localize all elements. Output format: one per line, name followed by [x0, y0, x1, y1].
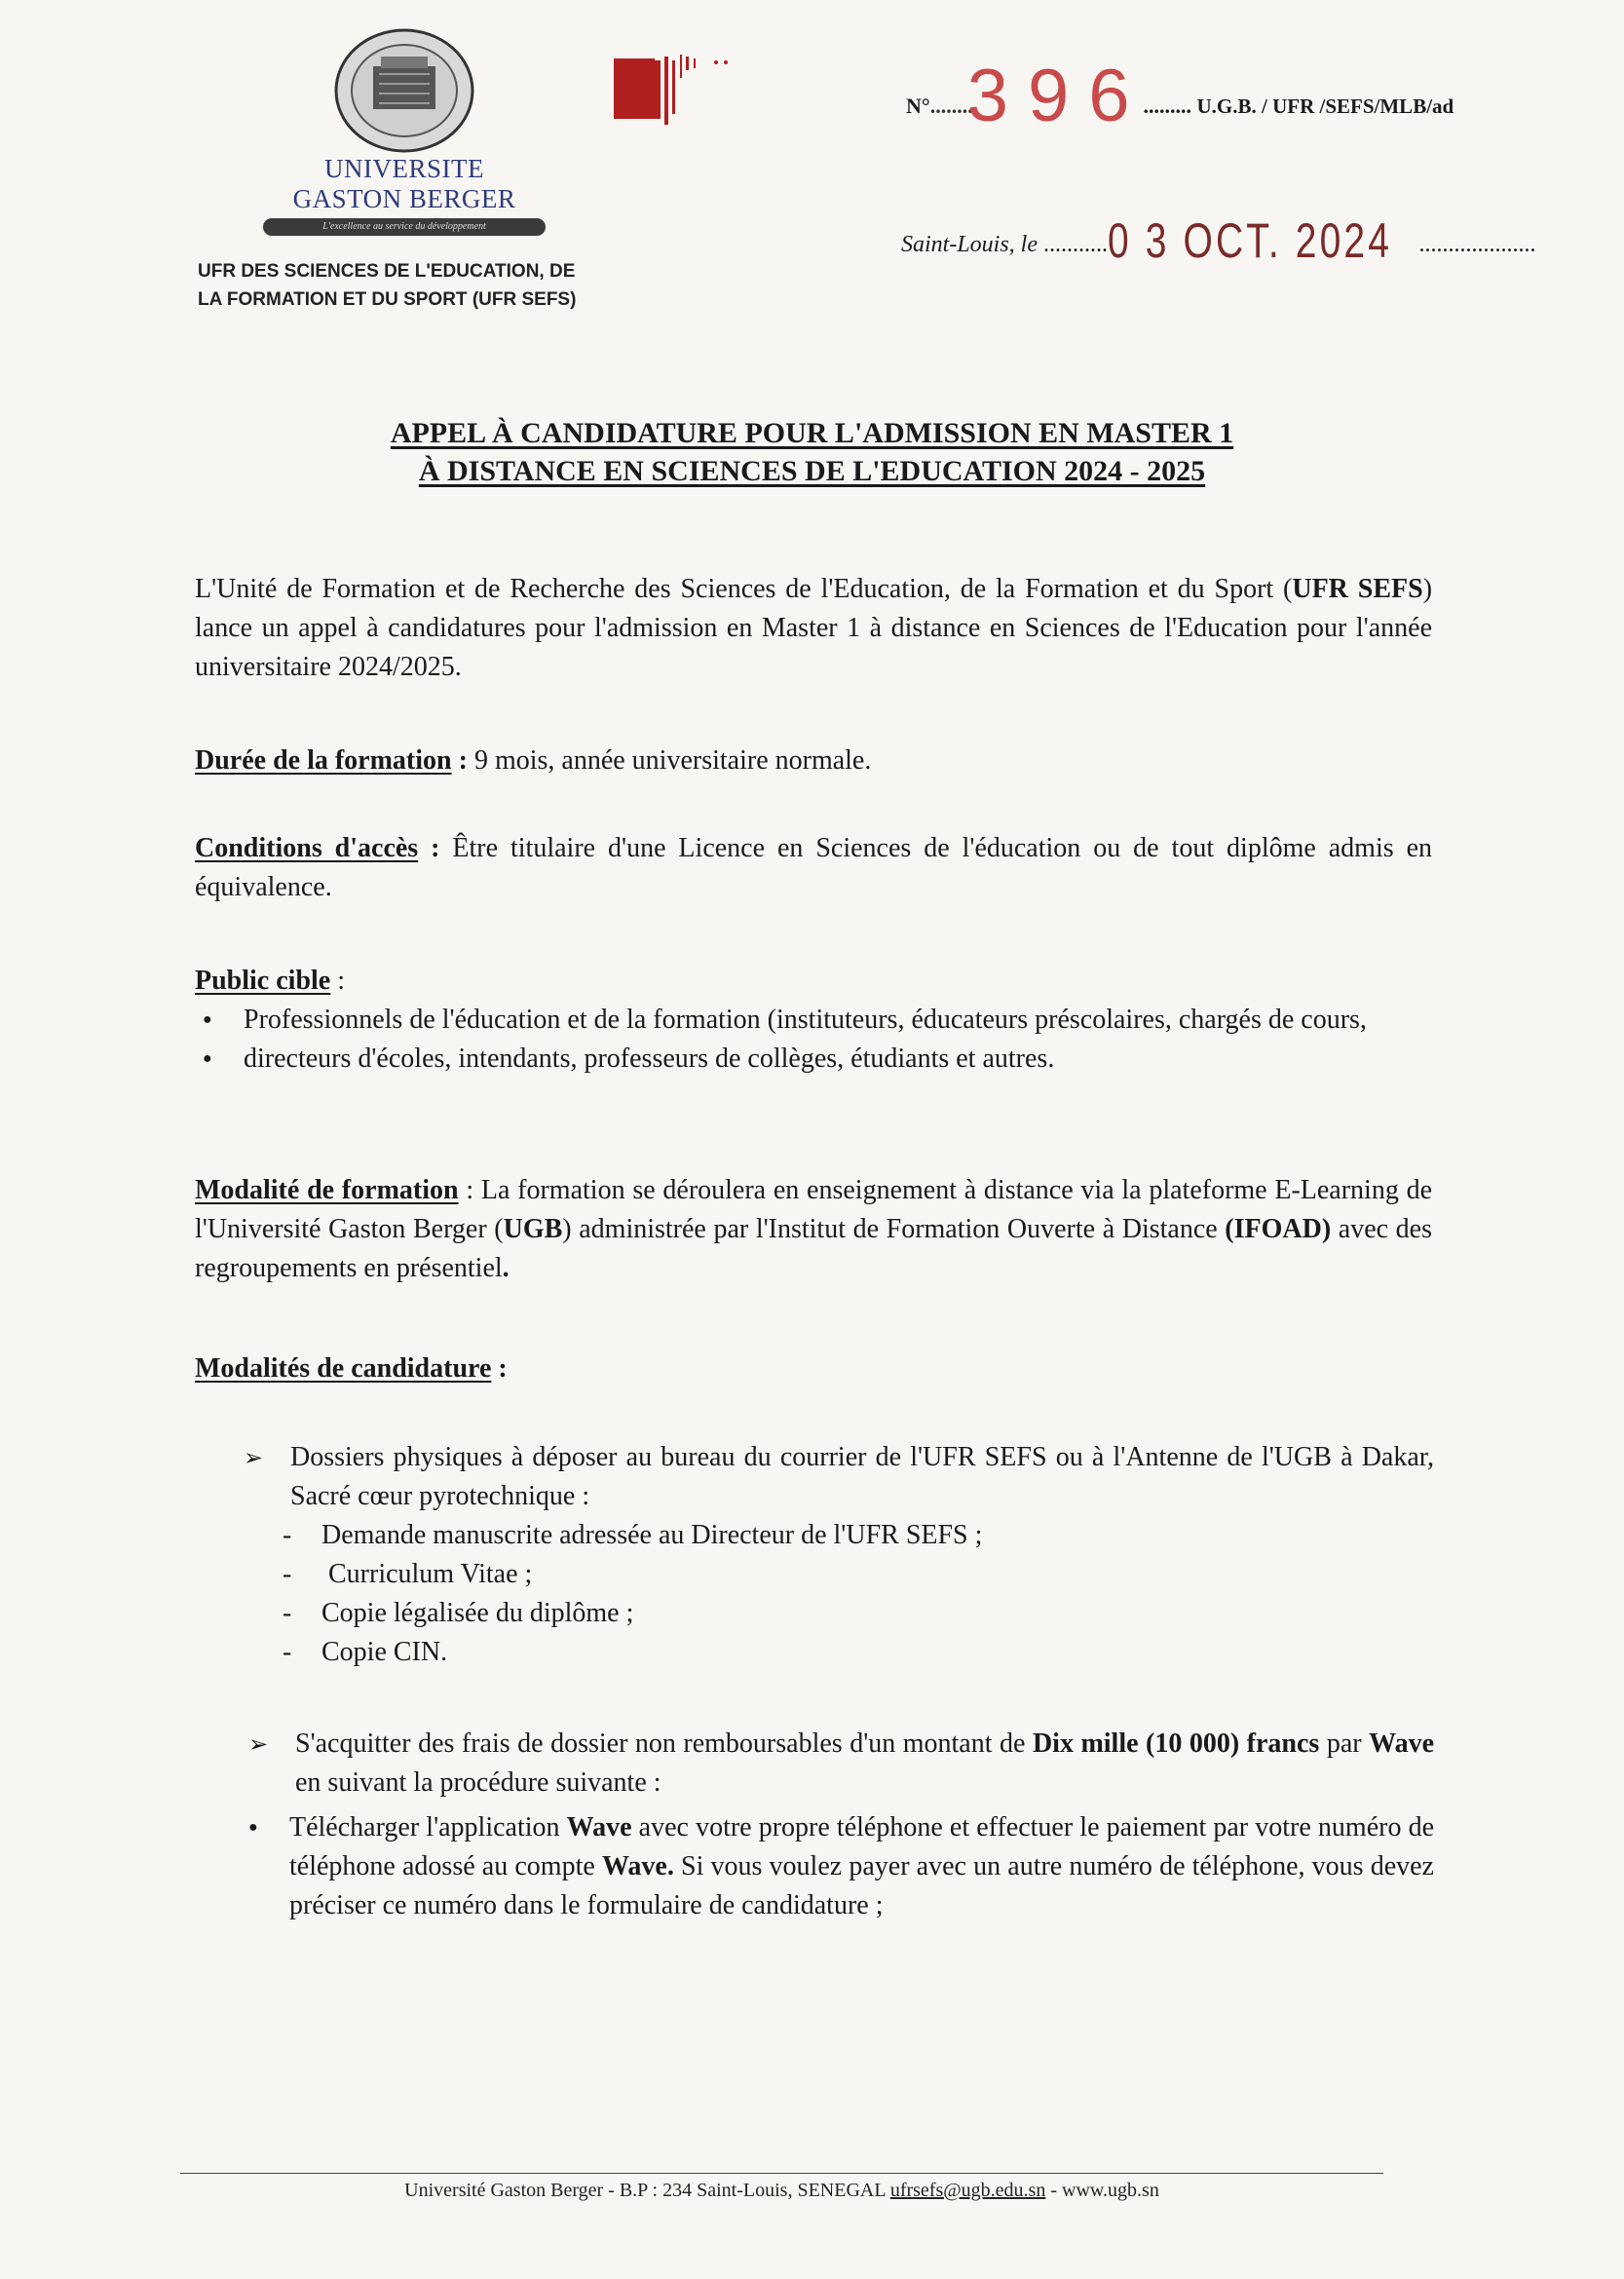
reference-suffix: U.G.B. / UFR /SEFS/MLB/ad — [1196, 95, 1454, 118]
conditions-label: Conditions d'accès — [195, 833, 419, 863]
university-name-line1: UNIVERSITE — [324, 154, 484, 183]
wave-text: Télécharger l'application — [289, 1812, 567, 1842]
wave-text: Si vous voulez payer avec un autre numéro de téléphone, vous devez préciser ce numéro dans le formulaire de candidature ; — [289, 1851, 1434, 1920]
list-item: - Demande manuscrite adressée au Directeur de l'UFR SEFS ; — [283, 1516, 1434, 1555]
reference-dots: ......... — [1143, 94, 1191, 118]
footer — [180, 2180, 1383, 2202]
footer-email-link[interactable]: ufrsefs@ugb.edu.sn — [889, 2180, 1046, 2201]
candidature-dossier — [244, 1438, 1434, 1672]
intro-bold: UFR SEFS — [1292, 574, 1423, 604]
frais-text: S'acquitter des frais de dossier non remboursables d'un montant de — [295, 1728, 1033, 1759]
footer-website-link[interactable]: www.ugb.sn — [1062, 2180, 1159, 2201]
list-item — [244, 1438, 1434, 1672]
frais-text: en suivant la procédure suivante : — [295, 1767, 661, 1798]
modalite-text: avec des regroupements en présentiel — [195, 1214, 1432, 1283]
footer-divider — [180, 2173, 1383, 2174]
reference-number — [906, 54, 1607, 138]
list-item — [241, 1808, 1434, 1925]
wave-bold: Wave — [566, 1812, 632, 1842]
candidature-separator: : — [491, 1353, 508, 1384]
duree-text: 9 mois, année universitaire normale. — [473, 745, 872, 776]
title-line2: À DISTANCE EN SCIENCES DE L'EDUCATION 2024 - 2025 — [418, 455, 1206, 487]
duree-label: Durée de la formation — [195, 745, 452, 776]
duree-section — [195, 741, 1432, 780]
arrow-bullet-icon: ➢ — [248, 1730, 269, 1758]
date-line — [901, 212, 1583, 269]
candidature-label: Modalités de candidature — [195, 1353, 492, 1384]
dossier-text: Dossiers physiques à déposer au bureau du courrier de l'UFR SEFS ou à l'Antenne de l'UGB à Dakar, Sacré cœur pyrotechnique : — [290, 1442, 1434, 1511]
university-name-line2: GASTON BERGER — [292, 184, 516, 213]
intro-text: ) lance un appel à candidatures pour l'admission en Master 1 à distance en Sciences de l'Education pour l'année universitaire 2024/2025. — [195, 574, 1433, 682]
conditions-text: Être titulaire d'une Licence en Sciences de l'éducation ou de tout diplôme admis en équivalence. — [195, 833, 1433, 902]
intro-text: L'Unité de Formation et de Recherche des Sciences de l'Education, de la Formation et du Sport ( — [195, 574, 1293, 604]
wave-text: avec votre propre téléphone et effectuer le paiement par votre numéro de téléphone adossé au compte — [289, 1812, 1434, 1881]
list-item: ● directeurs d'écoles, intendants, professeurs de collèges, étudiants et autres. — [195, 1040, 1432, 1079]
date-dots: .................... — [1418, 232, 1536, 257]
dossier-items — [283, 1516, 1434, 1672]
public-list — [195, 1001, 1432, 1079]
modalite-bold: UGB — [503, 1214, 563, 1244]
university-logo — [244, 27, 565, 236]
ufr-name-line1: UFR DES SCIENCES DE L'EDUCATION, DE — [198, 261, 576, 282]
modalite-separator: : — [458, 1175, 481, 1205]
footer-separator: - — [1045, 2180, 1062, 2201]
modalite-section — [195, 1171, 1432, 1288]
modalite-bold: (IFOAD) — [1225, 1214, 1332, 1244]
frais-arrow-list — [248, 1725, 1434, 1803]
list-item: ● Professionnels de l'éducation et de la formation (instituteurs, éducateurs préscolaires, chargés de cours, — [195, 1001, 1432, 1040]
ufr-name-line2: LA FORMATION ET DU SPORT (UFR SEFS) — [198, 289, 577, 310]
frais-bold: Dix mille (10 000) francs — [1032, 1728, 1320, 1759]
footer-address: Université Gaston Berger - B.P : 234 Saint-Louis, SENEGAL — [404, 2180, 890, 2201]
university-motto: L'excellence au service du développement — [263, 218, 546, 236]
university-seal-icon — [332, 27, 476, 154]
candidature-frais — [248, 1725, 1434, 1803]
list-item: - Curriculum Vitae ; — [283, 1555, 1434, 1594]
date-prefix: Saint-Louis, le — [901, 232, 1039, 257]
conditions-separator: : — [418, 833, 453, 863]
modalite-label: Modalité de formation — [195, 1175, 459, 1205]
list-item — [248, 1725, 1434, 1803]
intro-paragraph — [195, 570, 1432, 687]
arrow-bullet-icon: ➢ — [244, 1444, 264, 1471]
wave-list — [241, 1808, 1434, 1925]
public-label: Public cible — [195, 966, 331, 996]
public-section — [195, 962, 1432, 1079]
conditions-section — [195, 829, 1432, 907]
date-dots: ........... — [1038, 232, 1109, 257]
candidature-wave — [241, 1808, 1434, 1925]
ufr-name — [198, 257, 704, 314]
modalite-bold: . — [502, 1253, 510, 1283]
reference-dots: ........ — [929, 94, 973, 118]
red-stamp-icon — [604, 41, 750, 168]
wave-bold: Wave. — [601, 1851, 674, 1881]
modalite-text: La formation se déroulera en enseignement à distance via la plateforme E-Learning de l'Université Gaston Berger ( — [195, 1175, 1433, 1244]
modalite-text: ) administrée par l'Institut de Formation Ouverte à Distance — [562, 1214, 1226, 1244]
public-separator: : — [330, 966, 346, 996]
frais-text: par — [1319, 1728, 1370, 1759]
reference-prefix: N° — [906, 94, 930, 118]
candidature-heading — [195, 1349, 1432, 1388]
duree-separator: : — [451, 745, 474, 776]
date-stamp: 0 3 OCT. 2024 — [1108, 213, 1393, 268]
list-item: - Copie légalisée du diplôme ; — [283, 1594, 1434, 1633]
document-title — [146, 414, 1478, 490]
list-item: - Copie CIN. — [283, 1633, 1434, 1672]
title-line1: APPEL À CANDIDATURE POUR L'ADMISSION EN MASTER 1 — [390, 417, 1234, 449]
candidature-arrow-list — [244, 1438, 1434, 1672]
reference-number-value: 396 — [966, 55, 1150, 137]
frais-bold: Wave — [1369, 1728, 1434, 1759]
